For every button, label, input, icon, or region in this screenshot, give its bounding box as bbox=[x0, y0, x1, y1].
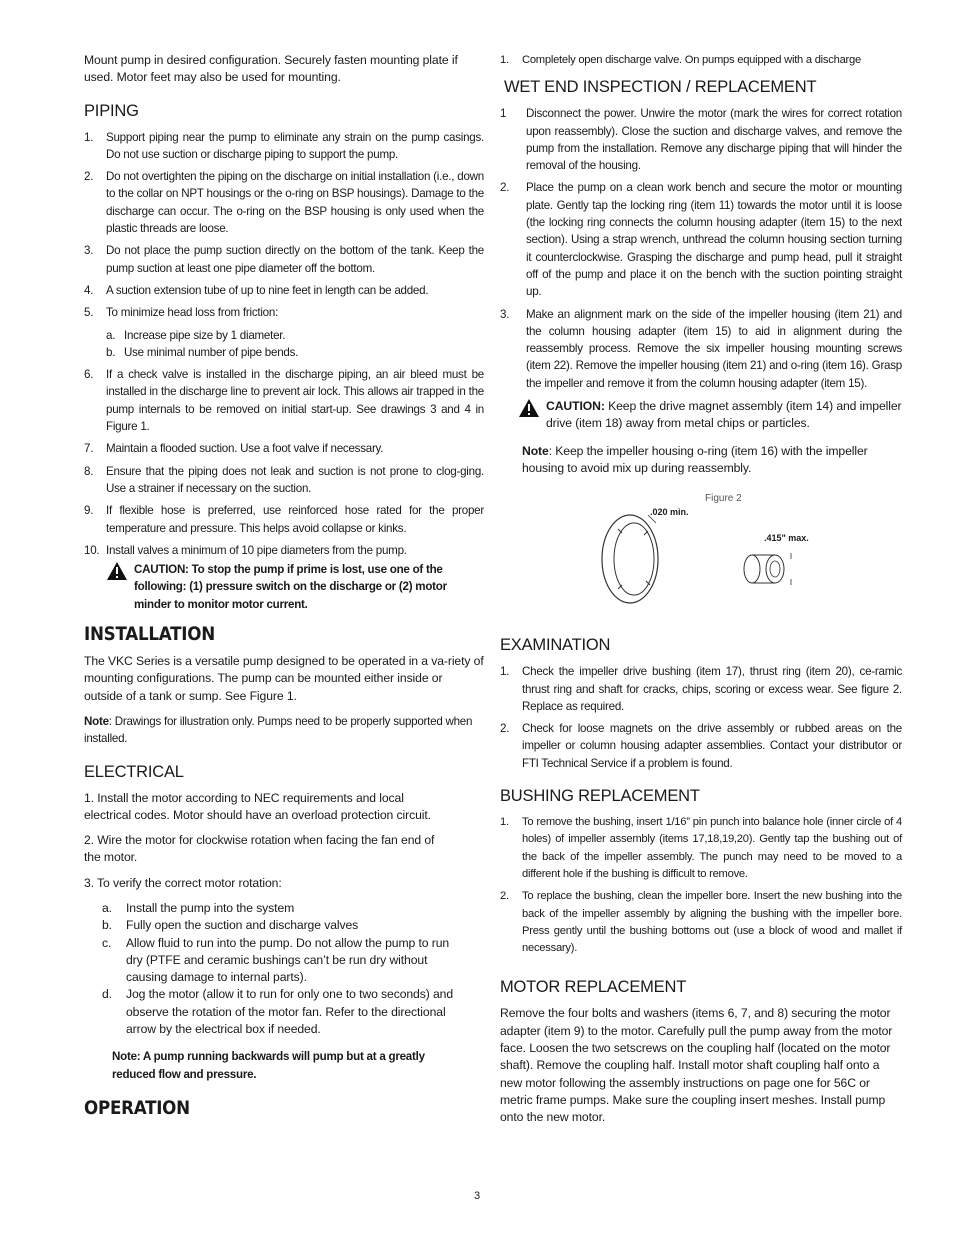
list-item bbox=[84, 463, 484, 498]
sub-item-text: Allow fluid to run into the pump. Do not allow the pump to run dry (PTFE and ceramic bushings can’t be run dry without causing damage to internal parts). bbox=[126, 935, 450, 985]
item-text: Install valves a minimum of 10 pipe diameters from the pump. bbox=[106, 543, 407, 557]
wet-end-note bbox=[500, 443, 902, 478]
list-item bbox=[84, 440, 484, 457]
item-number: 3. bbox=[500, 307, 510, 321]
examination-heading: EXAMINATION bbox=[500, 636, 611, 655]
sub-item-letter: c. bbox=[102, 935, 112, 950]
motor-text: Remove the four bolts and washers (items 6, 7, and 8) securing the motor adapter (item 9) to the motor. Carefully pull the pump away from the motor face. Loosen the two setscrews on the coupling half (located on the motor shaft). Remove the coupling half. Install motor shaft coupling half onto a new motor following the assembly instructions on page one for 56C or metric frame pumps. Make sure the coupling insert meshes. Install pump onto the new motor. bbox=[500, 1006, 893, 1125]
list-item bbox=[84, 366, 484, 435]
sub-item-text: Install the pump into the system bbox=[126, 900, 295, 915]
caution-label: CAUTION: bbox=[546, 399, 605, 414]
item-number: 1 bbox=[500, 107, 507, 121]
item-text: A suction extension tube of up to nine feet in length can be added. bbox=[106, 283, 429, 297]
wet-end-caution bbox=[500, 398, 902, 433]
installation-text: The VKC Series is a versatile pump designed to be operated in a va-riety of mounting configurations. The pump can be mounted either inside or outside of a tank or sump. See Figure 1. bbox=[84, 654, 484, 703]
sub-item-letter: a. bbox=[102, 900, 112, 915]
sub-item-letter: a. bbox=[106, 328, 116, 342]
list-item bbox=[84, 242, 484, 277]
list-item bbox=[84, 542, 484, 559]
item-text: Support piping near the pump to eliminate any strain on the pump casings. Do not use suction or discharge piping to support the pump. bbox=[106, 130, 484, 161]
sub-item bbox=[102, 900, 464, 917]
item-number: 2. bbox=[500, 890, 509, 903]
list-item bbox=[500, 814, 902, 883]
item-text: If flexible hose is preferred, use reinforced hose rated for the proper temperature and pressure. This helps avoid collapse or kinks. bbox=[106, 504, 484, 535]
caution-text: CAUTION: To stop the pump if prime is lost, use one of the following: (1) pressure switch on the discharge or (2) motor minder to monitor motor current. bbox=[134, 563, 447, 611]
bushing-heading: BUSHING REPLACEMENT bbox=[500, 787, 700, 806]
warning-icon bbox=[106, 561, 128, 581]
max-dimension-label: .415" max. bbox=[764, 533, 809, 544]
sub-item-letter: b. bbox=[106, 345, 116, 359]
item-number: 2. bbox=[84, 170, 94, 184]
item-text: To minimize head loss from friction: bbox=[106, 306, 279, 320]
sub-item-letter: b. bbox=[102, 918, 112, 933]
examination-list bbox=[500, 663, 902, 772]
warning-icon bbox=[518, 398, 540, 418]
item-number: 1. bbox=[84, 130, 94, 144]
sub-item bbox=[102, 935, 464, 987]
list-item bbox=[500, 179, 902, 300]
item-text: To replace the bushing, clean the impeller bore. Insert the new bushing into the back of the impeller assembly by aligning the bushing with the impeller bore. Press gently until the bushing bottoms out (use a block of wood and mallet if necessary). bbox=[522, 890, 902, 955]
note-label: Note bbox=[84, 714, 109, 728]
piping-caution bbox=[84, 561, 484, 613]
sub-item-text: Fully open the suction and discharge valves bbox=[126, 918, 359, 933]
item-number: 6. bbox=[84, 368, 94, 382]
item-number: 8. bbox=[84, 464, 94, 478]
item-text: Ensure that the piping does not leak and suction is not prone to clog-ging. Use a strainer if necessary on the suction. bbox=[106, 464, 484, 495]
list-item bbox=[84, 502, 484, 537]
item-text: Place the pump on a clean work bench and secure the motor or mounting plate. Gently tap the locking ring (item 11) towards the motor until it is loose (the locking ring connects the column housing adapter (item 15) to the next section). Using a strap wrench, unthread the column housing section turning it counterclockwise. Grasping the discharge and pump head, pull it straight off of the pump and place it on the bench with the suction pointing straight up. bbox=[526, 181, 902, 299]
electrical-item-2: 2. Wire the motor for clockwise rotation when facing the fan end of the motor. bbox=[84, 833, 435, 865]
list-item bbox=[84, 168, 484, 237]
sub-item-text: Use minimal number of pipe bends. bbox=[124, 345, 299, 359]
list-item bbox=[500, 888, 902, 957]
item-text: Check for loose magnets on the drive assembly or rubbed areas on the impeller or column housing adapter assemblies. Contact your distributor or FTI Technical Service if a problem is found. bbox=[522, 722, 902, 770]
item-number: 7. bbox=[84, 442, 94, 456]
electrical-sublist bbox=[84, 900, 484, 1038]
sub-item-text: Jog the motor (allow it to run for only one to two seconds) and observe the rotation of the motor fan. Refer to the directional arrow by the electrical box if needed. bbox=[126, 987, 454, 1037]
sub-item-letter: d. bbox=[102, 987, 112, 1002]
item-number: 3. bbox=[84, 244, 94, 258]
list-item bbox=[84, 282, 484, 299]
list-item bbox=[84, 304, 484, 321]
item-text: Do not place the pump suction directly on the bottom of the tank. Keep the pump suction at least one pipe diameter off the bottom. bbox=[106, 244, 484, 275]
item-number: 1. bbox=[500, 665, 510, 679]
intro-paragraph: Mount pump in desired configuration. Securely fasten mounting plate if used. Motor feet may also be used for mounting. bbox=[84, 53, 458, 85]
piping-list bbox=[84, 129, 484, 613]
piping-heading: PIPING bbox=[84, 101, 139, 120]
operation-item-1 bbox=[500, 52, 902, 69]
sub-item bbox=[102, 917, 464, 934]
sub-item bbox=[106, 327, 484, 344]
item-number: 5. bbox=[84, 306, 94, 320]
operation-heading: OPERATION bbox=[84, 1096, 190, 1119]
list-item bbox=[500, 306, 902, 392]
electrical-item-3: 3. To verify the correct motor rotation: bbox=[84, 875, 282, 890]
caution-text bbox=[546, 398, 902, 433]
item-number: 9. bbox=[84, 504, 94, 518]
item-text: Check the impeller drive bushing (item 17), thrust ring (item 20), ce-ramic thrust ring and shaft for cracks, chips, scoring or excess wear. See figure 2. Replace as required. bbox=[522, 665, 902, 713]
wet-end-heading: WET END INSPECTION / REPLACEMENT bbox=[504, 78, 817, 97]
motor-heading: MOTOR REPLACEMENT bbox=[500, 978, 687, 997]
installation-note bbox=[84, 713, 484, 748]
wet-end-list bbox=[500, 105, 902, 392]
electrical-heading: ELECTRICAL bbox=[84, 762, 184, 781]
piping-sublist bbox=[84, 327, 484, 362]
figure-caption: Figure 2 bbox=[705, 493, 742, 505]
electrical-item-1: 1. Install the motor according to NEC requirements and local electrical codes. Motor should have an overload protection circuit. bbox=[84, 790, 431, 822]
page-number: 3 bbox=[473, 1190, 481, 1202]
item-text: If a check valve is installed in the discharge piping, an air bleed must be installed in the discharge line to prevent air lock. This allows air trapped in the pump internals to be removed on initial start-up. See drawings 3 and 4 in Figure 1. bbox=[106, 368, 484, 434]
note-label: Note bbox=[522, 443, 549, 458]
right-column bbox=[500, 52, 902, 1126]
item-text: Maintain a flooded suction. Use a foot valve if necessary. bbox=[106, 442, 384, 456]
min-dimension-label: .020 min. bbox=[650, 507, 689, 518]
item-text: Disconnect the power. Unwire the motor (mark the wires for correct rotation upon reassembly). Close the suction and discharge valves, and remove the pump from the installation. Remove any discharge piping that will hinder the removal of the housing. bbox=[526, 107, 902, 173]
bushing-diagram bbox=[500, 495, 902, 613]
item-number: 10. bbox=[84, 543, 100, 557]
item-number: 1. bbox=[500, 816, 509, 829]
item-number: 4. bbox=[84, 283, 94, 297]
item-text: Do not overtighten the piping on the discharge on initial installation (i.e., down to the collar on NPT housings or the o-ring on BSP housings). Damage to the discharge can occur. The o-ring on the BSP housing is only used when the plastic threads are loose. bbox=[106, 170, 484, 236]
bushing-list bbox=[500, 814, 902, 957]
item-text: Completely open discharge valve. On pumps equipped with a discharge bbox=[522, 54, 861, 66]
item-number: 2. bbox=[500, 722, 510, 736]
sub-item bbox=[102, 986, 464, 1038]
sub-item bbox=[106, 344, 484, 361]
figure-2 bbox=[500, 495, 902, 613]
note-text: : Keep the impeller housing o-ring (item 16) with the impeller housing to avoid mix up during reassembly. bbox=[522, 443, 868, 475]
caution-body: Keep the drive magnet assembly (item 14) and impeller drive (item 18) away from metal chips or particles. bbox=[546, 399, 902, 431]
list-item bbox=[500, 105, 902, 174]
item-number: 2. bbox=[500, 181, 510, 195]
list-item bbox=[84, 129, 484, 164]
note-text: : Drawings for illustration only. Pumps need to be properly supported when installed. bbox=[84, 714, 473, 746]
list-item bbox=[500, 663, 902, 715]
installation-heading: INSTALLATION bbox=[84, 623, 215, 646]
electrical-note: Note: A pump running backwards will pump but at a greatly reduced flow and pressure. bbox=[112, 1050, 425, 1081]
item-text: To remove the bushing, insert 1/16” pin punch into balance hole (inner circle of 4 holes) of impeller assembly (items 17,18,19,20). Gently tap the bushing out of the back of the impeller assembly. The punch may need to be moved to a different hole if the bushing is difficult to remove. bbox=[522, 816, 902, 880]
item-number: 1. bbox=[500, 54, 509, 66]
left-column bbox=[84, 52, 484, 1127]
list-item bbox=[500, 720, 902, 772]
item-text: Make an alignment mark on the side of the impeller housing (item 21) and the column housing adapter (item 15) to aid in alignment during the reassembly process. Remove the six impeller housing mounting screws (item 22). Remove the impeller housing (item 21) and o-ring (item 16). Grasp the impeller and remove it from the column housing adapter (item 15). bbox=[526, 307, 902, 390]
sub-item-text: Increase pipe size by 1 diameter. bbox=[124, 328, 286, 342]
